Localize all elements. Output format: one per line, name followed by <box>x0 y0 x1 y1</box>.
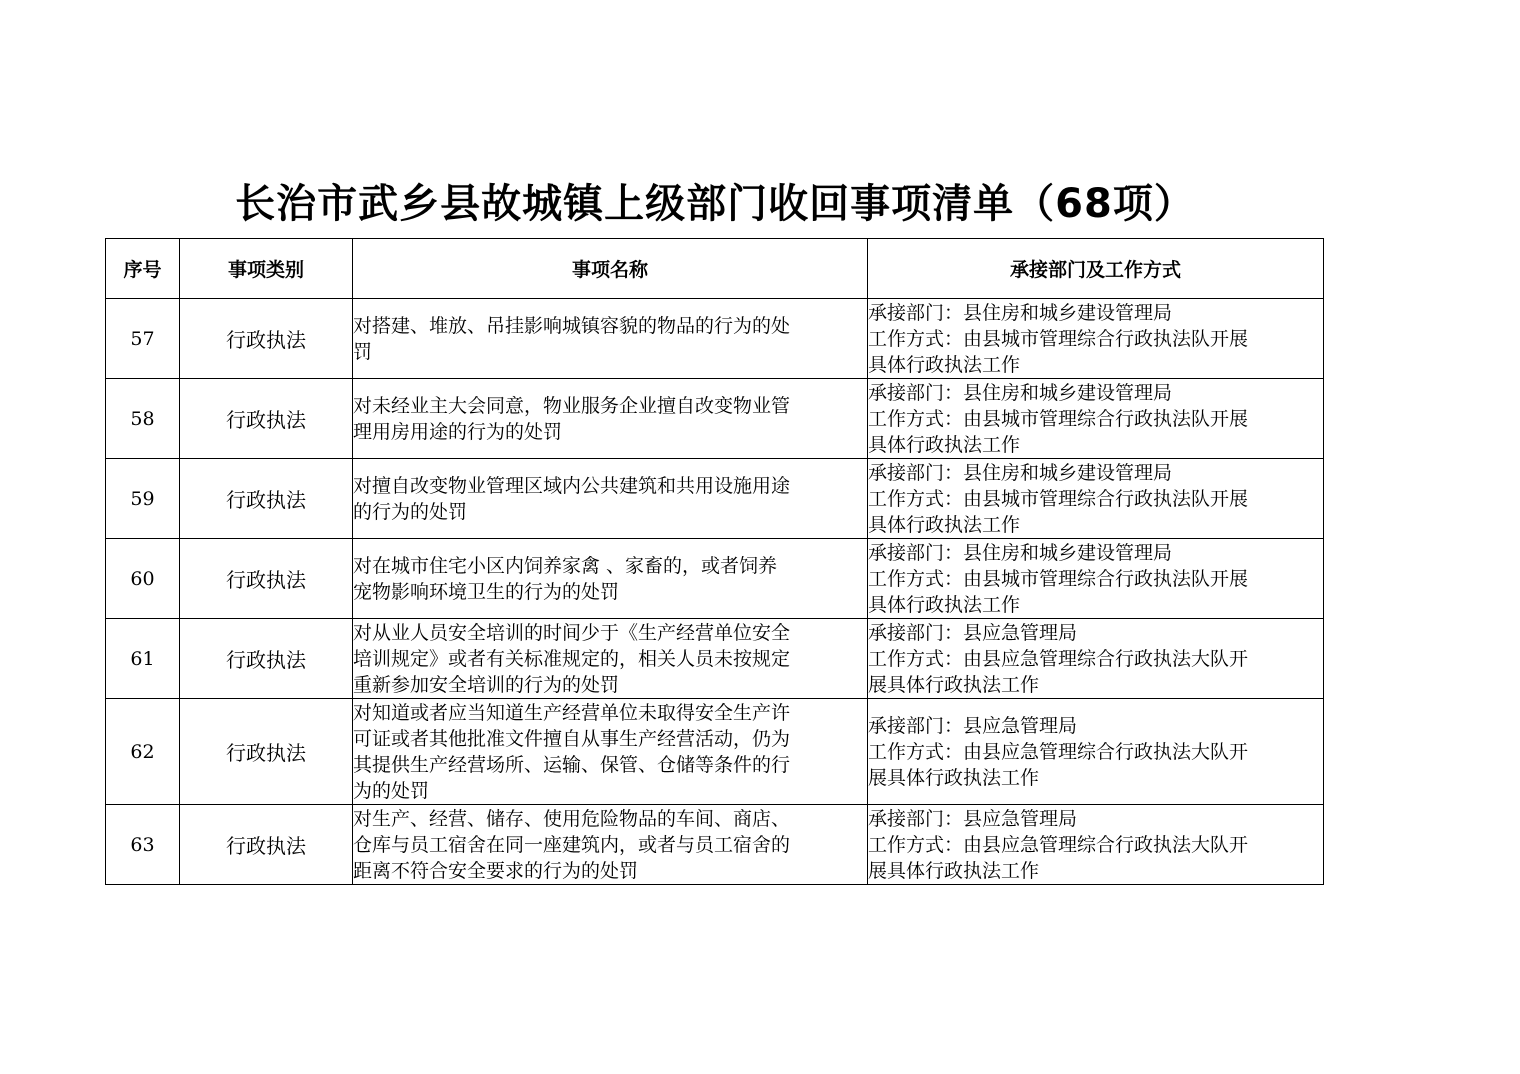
cell-index: 63 <box>106 805 180 885</box>
cell-category: 行政执法 <box>180 459 353 539</box>
cell-category: 行政执法 <box>180 619 353 699</box>
cell-category: 行政执法 <box>180 299 353 379</box>
cell-index: 62 <box>106 699 180 805</box>
cell-name <box>353 299 868 379</box>
dept-line: 工作方式：由县城市管理综合行政执法队开展 <box>868 407 1249 430</box>
cell-department <box>868 299 1324 379</box>
dept-line: 工作方式：由县应急管理综合行政执法大队开 <box>868 833 1249 856</box>
cell-index: 60 <box>106 539 180 619</box>
cell-category: 行政执法 <box>180 699 353 805</box>
name-line: 对未经业主大会同意，物业服务企业擅自改变物业管 <box>353 394 791 417</box>
dept-line: 工作方式：由县城市管理综合行政执法队开展 <box>868 567 1249 590</box>
cell-department <box>868 539 1324 619</box>
dept-line: 具体行政执法工作 <box>868 513 1021 536</box>
dept-line: 展具体行政执法工作 <box>868 766 1040 789</box>
header-index: 序号 <box>106 239 180 299</box>
cell-department <box>868 699 1324 805</box>
table-row <box>106 299 1324 379</box>
dept-line: 具体行政执法工作 <box>868 353 1021 376</box>
dept-line: 承接部门：县住房和城乡建设管理局 <box>868 541 1173 564</box>
table-row <box>106 539 1324 619</box>
cell-name <box>353 619 868 699</box>
name-line: 对在城市住宅小区内饲养家禽 、家畜的，或者饲养 <box>353 554 778 577</box>
cell-name <box>353 379 868 459</box>
cell-department <box>868 619 1324 699</box>
cell-index: 57 <box>106 299 180 379</box>
header-department: 承接部门及工作方式 <box>868 239 1324 299</box>
name-line: 仓库与员工宿舍在同一座建筑内，或者与员工宿舍的 <box>353 833 791 856</box>
name-line: 培训规定》或者有关标准规定的，相关人员未按规定 <box>353 647 791 670</box>
table-row <box>106 459 1324 539</box>
dept-line: 具体行政执法工作 <box>868 433 1021 456</box>
cell-category: 行政执法 <box>180 379 353 459</box>
cell-department <box>868 805 1324 885</box>
name-line: 宠物影响环境卫生的行为的处罚 <box>353 580 620 603</box>
dept-line: 展具体行政执法工作 <box>868 859 1040 882</box>
cell-category: 行政执法 <box>180 805 353 885</box>
dept-line: 承接部门：县应急管理局 <box>868 714 1078 737</box>
cell-department <box>868 379 1324 459</box>
dept-line: 承接部门：县住房和城乡建设管理局 <box>868 301 1173 324</box>
dept-line: 具体行政执法工作 <box>868 593 1021 616</box>
header-category: 事项类别 <box>180 239 353 299</box>
cell-index: 61 <box>106 619 180 699</box>
dept-line: 展具体行政执法工作 <box>868 673 1040 696</box>
name-line: 对擅自改变物业管理区域内公共建筑和共用设施用途 <box>353 474 791 497</box>
dept-line: 承接部门：县应急管理局 <box>868 621 1078 644</box>
name-line: 罚 <box>353 340 373 363</box>
header-name: 事项名称 <box>353 239 868 299</box>
dept-line: 承接部门：县住房和城乡建设管理局 <box>868 461 1173 484</box>
table-row <box>106 379 1324 459</box>
name-line: 重新参加安全培训的行为的处罚 <box>353 673 620 696</box>
name-line: 可证或者其他批准文件擅自从事生产经营活动，仍为 <box>353 727 791 750</box>
table-row <box>106 699 1324 805</box>
dept-line: 工作方式：由县城市管理综合行政执法队开展 <box>868 487 1249 510</box>
name-line: 距离不符合安全要求的行为的处罚 <box>353 859 639 882</box>
dept-line: 工作方式：由县城市管理综合行政执法队开展 <box>868 327 1249 350</box>
dept-line: 承接部门：县应急管理局 <box>868 807 1078 830</box>
name-line: 对知道或者应当知道生产经营单位未取得安全生产许 <box>353 701 791 724</box>
items-table <box>105 238 1324 885</box>
cell-name <box>353 699 868 805</box>
table-row <box>106 619 1324 699</box>
cell-name <box>353 539 868 619</box>
cell-department <box>868 459 1324 539</box>
cell-category: 行政执法 <box>180 539 353 619</box>
name-line: 理用房用途的行为的处罚 <box>353 420 563 443</box>
name-line: 为的处罚 <box>353 779 430 802</box>
dept-line: 承接部门：县住房和城乡建设管理局 <box>868 381 1173 404</box>
table-row <box>106 805 1324 885</box>
name-line: 其提供生产经营场所、运输、保管、仓储等条件的行 <box>353 753 791 776</box>
dept-line: 工作方式：由县应急管理综合行政执法大队开 <box>868 740 1249 763</box>
cell-index: 59 <box>106 459 180 539</box>
name-line: 对生产、经营、储存、使用危险物品的车间、商店、 <box>353 807 791 830</box>
table-header-row <box>106 239 1324 299</box>
cell-index: 58 <box>106 379 180 459</box>
cell-name <box>353 459 868 539</box>
name-line: 对从业人员安全培训的时间少于《生产经营单位安全 <box>353 621 791 644</box>
name-line: 对搭建、堆放、吊挂影响城镇容貌的物品的行为的处 <box>353 314 791 337</box>
cell-name <box>353 805 868 885</box>
name-line: 的行为的处罚 <box>353 500 468 523</box>
dept-line: 工作方式：由县应急管理综合行政执法大队开 <box>868 647 1249 670</box>
document-title: 长治市武乡县故城镇上级部门收回事项清单（68项） <box>235 181 1195 227</box>
